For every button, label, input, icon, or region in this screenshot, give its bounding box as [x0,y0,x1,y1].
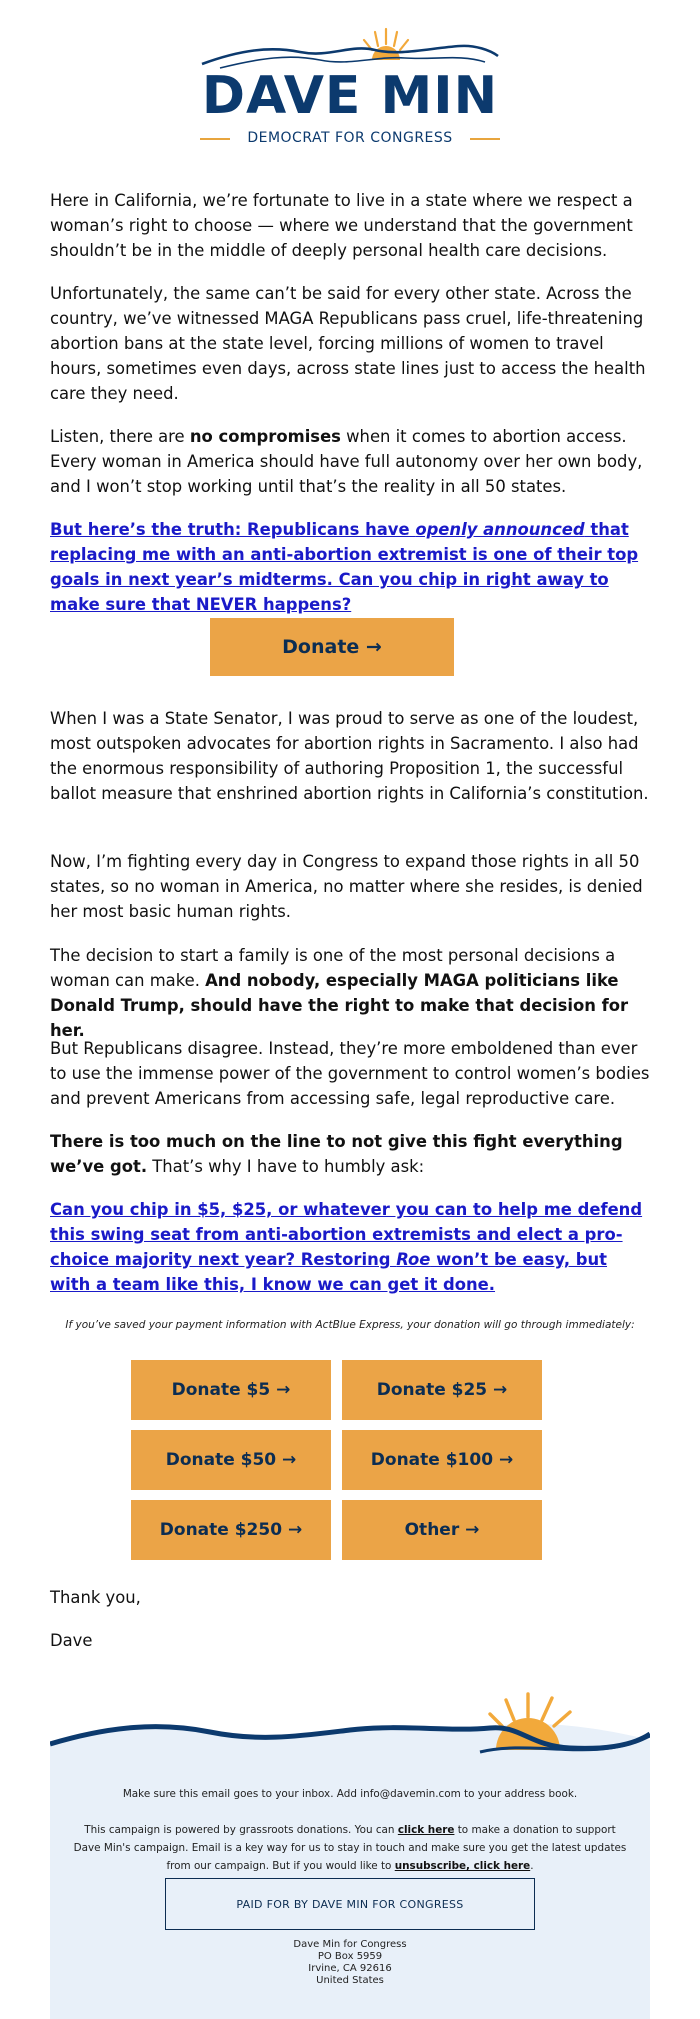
footer-donate-link[interactable]: click here [397,1824,455,1836]
paragraph-2: Unfortunately, the same can’t be said for every other state. Across the country, we’ve witnessed MAGA Republicans pass cruel, life-threatening abortion bans at the state level, forcing millions of women to travel hours, sometimes even days, across state lines just to access the health care they need. [50,284,646,403]
paragraph-3-bold: no compromises [189,427,341,446]
paragraph-1: Here in California, we’re fortunate to live in a state where we respect a woman’s right to choose — where we understand that the government shouldn’t be in the middle of deeply personal health care decisions. [50,191,633,260]
tagline-rule-left [200,138,230,140]
closing-signoff: Dave [50,1631,93,1650]
donate-50-button[interactable]: Donate $50 → [131,1430,331,1490]
donate-link-2-text[interactable] [50,1200,642,1294]
logo-name: DAVE MIN [201,66,499,126]
address-line-2: PO Box 5959 [317,1951,383,1962]
logo-tagline-row [200,128,500,148]
paragraph-6-bold: And nobody, especially MAGA politicians like Donald Trump, should have the right to make that decision for her. [50,971,629,1040]
paragraph-4: When I was a State Senator, I was proud to serve as one of the loudest, most outspoken advocates for abortion rights in Sacramento. I also had the enormous responsibility of authoring Proposition 1, the successful ballot measure that enshrined abortion rights in California’s constitution. [50,709,649,803]
actblue-note: If you’ve saved your payment information with ActBlue Express, your donation will go through immediately: [65,1319,635,1331]
donate-link-1-text[interactable] [50,520,638,614]
donate-25-button[interactable]: Donate $25 → [342,1360,542,1420]
paragraph-3-text-end: when it comes to abortion access. Every woman in America should have full autonomy over her own body, and I won’t stop working until that’s the reality in all 50 states. [50,427,643,496]
donate-link-2-part-c[interactable]: won’t be easy, but with a team like this, I know we can get it done. [50,1250,608,1294]
paid-for-box: PAID FOR BY DAVE MIN FOR CONGRESS [165,1878,535,1930]
paragraph-3-text: Listen, there are [50,427,190,446]
paragraph-6 [50,943,650,1043]
donate-5-button[interactable]: Donate $5 → [131,1360,331,1420]
paragraph-3 [50,424,650,499]
footer-grassroots-text-b: to make a donation to support Dave Min's campaign. Email is a key way for us to stay in touch and make sure you get the latest updates from our campaign. But if you would like to [73,1824,627,1872]
donate-link-1-part-c[interactable]: that replacing me with an anti-abortion extremist is one of their top goals in next year’s midterms. Can you chip in right away to make sure that NEVER happens? [50,520,639,614]
footer-grassroots-text-c: . [530,1860,534,1872]
footer [50,1755,650,2019]
donate-link-2-italic[interactable]: Roe [396,1250,431,1269]
donate-other-button[interactable]: Other → [342,1500,542,1560]
donate-link-1-part-a[interactable]: But here’s the truth: Republicans have [50,520,416,539]
mailing-address [150,1939,550,1987]
footer-unsubscribe-link[interactable]: unsubscribe, click here [394,1860,531,1872]
address-line-3: Irvine, CA 92616 [308,1963,392,1974]
donate-100-button[interactable]: Donate $100 → [342,1430,542,1490]
donate-link-2[interactable] [50,1197,650,1297]
tagline-rule-right [470,138,500,140]
donate-button-main[interactable]: Donate → [210,618,454,676]
address-line-1: Dave Min for Congress [293,1939,407,1950]
closing-thanks: Thank you, [50,1588,141,1607]
paragraph-5: Now, I’m fighting every day in Congress to expand those rights in all 50 states, so no woman in America, no matter where she resides, is denied her most basic human rights. [50,852,643,921]
donate-link-2-part-a[interactable]: Can you chip in $5, $25, or whatever you can to help me defend this swing seat from anti-abortion extremists and elect a pro-choice majority next year? Restoring [50,1200,643,1269]
donate-250-button[interactable]: Donate $250 → [131,1500,331,1560]
paragraph-7: But Republicans disagree. Instead, they’re more emboldened than ever to use the immense power of the government to control women’s bodies and prevent Americans from accessing safe, legal reproductive care. [50,1039,650,1108]
donate-link-1[interactable] [50,517,650,617]
paragraph-6-text: The decision to start a family is one of the most personal decisions a woman can make. [50,946,616,990]
footer-grassroots-note [70,1821,630,1875]
paragraph-8-text: That’s why I have to humbly ask: [147,1157,425,1176]
donate-link-1-italic[interactable]: openly announced [415,520,585,539]
footer-grassroots-text-a: This campaign is powered by grassroots donations. You can [84,1824,398,1836]
paragraph-8 [50,1129,650,1179]
address-line-4: United States [316,1975,384,1986]
footer-inbox-note: Make sure this email goes to your inbox. Add info@davemin.com to your address book. [122,1788,578,1800]
campaign-logo [200,20,500,146]
paragraph-8-bold: There is too much on the line to not give this fight everything we’ve got. [50,1132,623,1176]
logo-tagline: DEMOCRAT FOR CONGRESS [247,130,453,146]
